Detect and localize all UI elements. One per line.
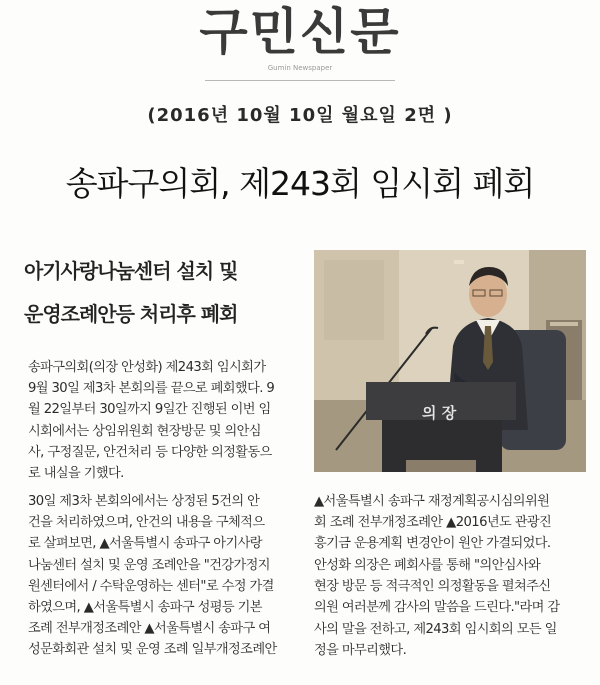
text-line: 회 조례 전부개정조례안 ▲2016년도 관광진: [314, 515, 552, 531]
publication-dateline: (2016년 10월 10일 월요일 2면 ): [147, 105, 453, 126]
text-line: 하였으며, ▲서울특별시 송파구 성평등 기본: [28, 600, 262, 616]
text-line: 사의 말을 전하고, 제243회 임시회의 모든 일: [314, 621, 557, 637]
article-headline: 송파구의회, 제243회 임시회 폐회: [65, 164, 535, 203]
masthead-subtitle: Gumin Newspaper: [267, 64, 333, 72]
text-line: 로 내실을 기했다.: [28, 466, 124, 482]
article-paragraph-1: [28, 357, 298, 484]
text-line: 로 살펴보면, ▲서울특별시 송파구 아기사랑: [28, 536, 262, 552]
article-paragraph-3: [314, 491, 586, 555]
text-line: 송파구의회(의장 안성화) 제243회 임시회가: [28, 360, 266, 375]
text-line: 월 22일부터 30일까지 9일간 진행된 이번 임: [28, 402, 271, 418]
text-line: 사, 구정질문, 안건처리 등 다양한 의정활동으: [28, 444, 272, 460]
text-line: 현장 방문 등 적극적인 의정활동을 펼쳐주신: [314, 579, 551, 595]
text-line: 흥기금 운용계획 변경안이 원안 가결되었다.: [314, 536, 551, 552]
article-subhead-line-2: 운영조례안등 처리후 폐회: [24, 302, 238, 326]
masthead-rule: [205, 80, 395, 81]
lectern-sign-text: 의 장: [422, 404, 457, 422]
text-line: 의원 여러분께 감사의 말씀을 드린다."라며 감: [314, 600, 560, 616]
text-line: 건을 처리하였으며, 안건의 내용을 구체적으: [28, 515, 265, 531]
chairman-speech-photo: [314, 250, 586, 472]
text-line: ▲서울특별시 송파구 재정계획공시심의위원: [314, 494, 550, 509]
text-line: 30일 제3차 본회의에서는 상정된 5건의 안: [28, 494, 260, 509]
text-line: 안성화 의장은 폐회사를 통해 "의안심사와: [314, 558, 541, 573]
text-line: 9월 30일 제3차 본회의를 끝으로 폐회했다. 9: [28, 381, 275, 397]
text-line: 원센터에서 / 수탁운영하는 센터"로 수정 가결: [28, 578, 274, 594]
article-paragraph-2: [28, 491, 298, 661]
masthead-logo: 구민신문: [199, 3, 401, 61]
text-line: 나눔센터 설치 및 운영 조례안을 "건강가정지: [28, 557, 270, 573]
article-subhead-line-1: 아기사랑나눔센터 설치 및: [24, 259, 238, 283]
article-paragraph-4: [314, 555, 586, 661]
text-line: 조례 전부개정조례안 ▲서울특별시 송파구 여: [28, 621, 271, 637]
text-line: 시회에서는 상임위원회 현장방문 및 의안심: [28, 423, 261, 439]
photo-illustration: [314, 250, 586, 472]
text-line: 성문화회관 설치 및 운영 조례 일부개정조례안: [28, 642, 277, 658]
text-line: 정을 마무리했다.: [314, 642, 407, 658]
